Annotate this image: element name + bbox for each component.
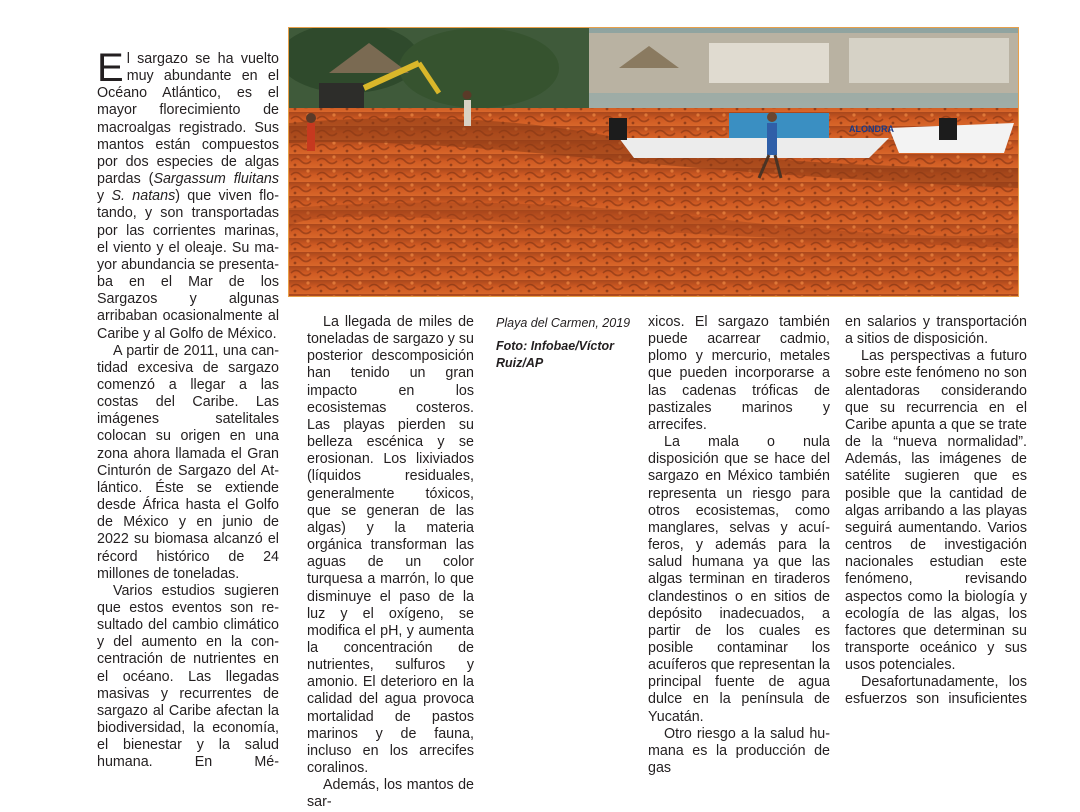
paragraph: La mala o nula disposición que se hace del sargazo en México también representa un riesgo para otros ecosistemas, como manglares, selvas y acuíferos, y además para la salud humana ya que las algas terminan en tiraderos clandestinos o en sitios de depósito inadecuados, a partir de los cuales es posible contaminar los acuíferos que representan la principal fuente de agua dulce en la península de Yucatán. [648,434,831,725]
photo-illustration [289,28,1018,296]
paragraph: La llegada de miles de toneladas de sargazo y su posterior descomposición han tenido un gran impacto en los ecosistemas costeros. Las playas pierden su belleza escénica y se erosionan. Los lixiviados (líquidos residuales, generalmente tóxicos, que se generan de las algas) y la materia orgánica transforman las aguas de un color turquesa a marrón, lo que disminuye el paso de la luz y el oxígeno, se modifica el pH, y aumenta la concentración de nutrientes, sulfuros y amonio. El deterioro en la calidad del agua provoca mortalidad de pastos marinos y de fauna, incluso en los arrecifes coralinos. [307,314,474,777]
paragraph: A partir de 2011, una cantidad excesiva de sargazo comenzó a llegar a las costas del Caribe. Las imágenes satelitales colocan su origen en una zona ahora llamada el Gran Cinturón de Sargazo del Atlántico. Éste se extiende desde África hasta el Golfo de México y en junio de 2022 su biomasa alcanzó el récord histórico de 24 millones de toneladas. [97,342,279,582]
caption-place: Playa del Carmen, 2019 [496,316,631,330]
paragraph: en salarios y transportación a sitios de disposición. [845,314,1027,348]
sargassum-beach-photo [288,27,1019,297]
article-column-3 [648,314,830,777]
species-name: Sargassum fluitans [153,171,279,188]
drop-cap: E [97,46,124,90]
paragraph: xicos. El sargazo también puede acarrear cadmio, plomo y mercurio, metales que pueden incorporarse a las cadenas tróficas de pastizales marinos y arrecifes. [648,314,830,433]
article-column-2 [307,314,474,812]
paragraph: Además, los mantos de sar- [307,777,474,811]
paragraph: Las perspectivas a futuro sobre este fenómeno no son alentadoras considerando que su recurrencia en el Caribe apunta a que se trate de la “nueva normalidad”. Además, las imágenes de satélite sugieren que es posible que la cantidad de algas arribando a las playas seguirá aumentando. Varios centros de investigación nacionales estudian este fenómeno, revisando aspectos como la biología y ecología de las algas, los factores que determinan su transporte oceánico y sus usos potenciales. [845,348,1027,674]
paragraph: Otro riesgo a la salud humana es la producción de gas [648,725,830,777]
species-name: S. natans [111,188,176,205]
article-column-1 [97,46,280,772]
paragraph: Varios estudios sugieren que estos eventos son resultado del cambio climático y del aumento en la concentración de nutrientes en el océano. Las llegadas masivas y recurrentes de sargazo al Caribe afectan la biodiversidad, la economía, el bienestar y la salud humana. En Mé- [97,582,279,771]
photo-caption [496,315,634,372]
article-column-4 [845,314,1027,709]
paragraph: Desafortunadamente, los esfuerzos son insuficientes [845,674,1027,708]
boat-name: ALONDRA [849,124,894,134]
caption-credit: Foto: Infobae/Víctor Ruiz/AP [496,339,615,370]
paragraph: El sargazo se ha vuelto muy abundante en el Océano Atlántico, es el mayor florecimiento de macroalgas registrado. Sus mantos están compuestos por dos especies de algas pardas (Sargassum fluitans y S. natans) que viven flotando, y son transportadas por las corrientes marinas, el viento y el oleaje. Su mayor abundancia se presentaba en el Mar de los Sargazos y algunas arribaban ocasionalmente al Caribe y al Golfo de México. [97,46,280,342]
